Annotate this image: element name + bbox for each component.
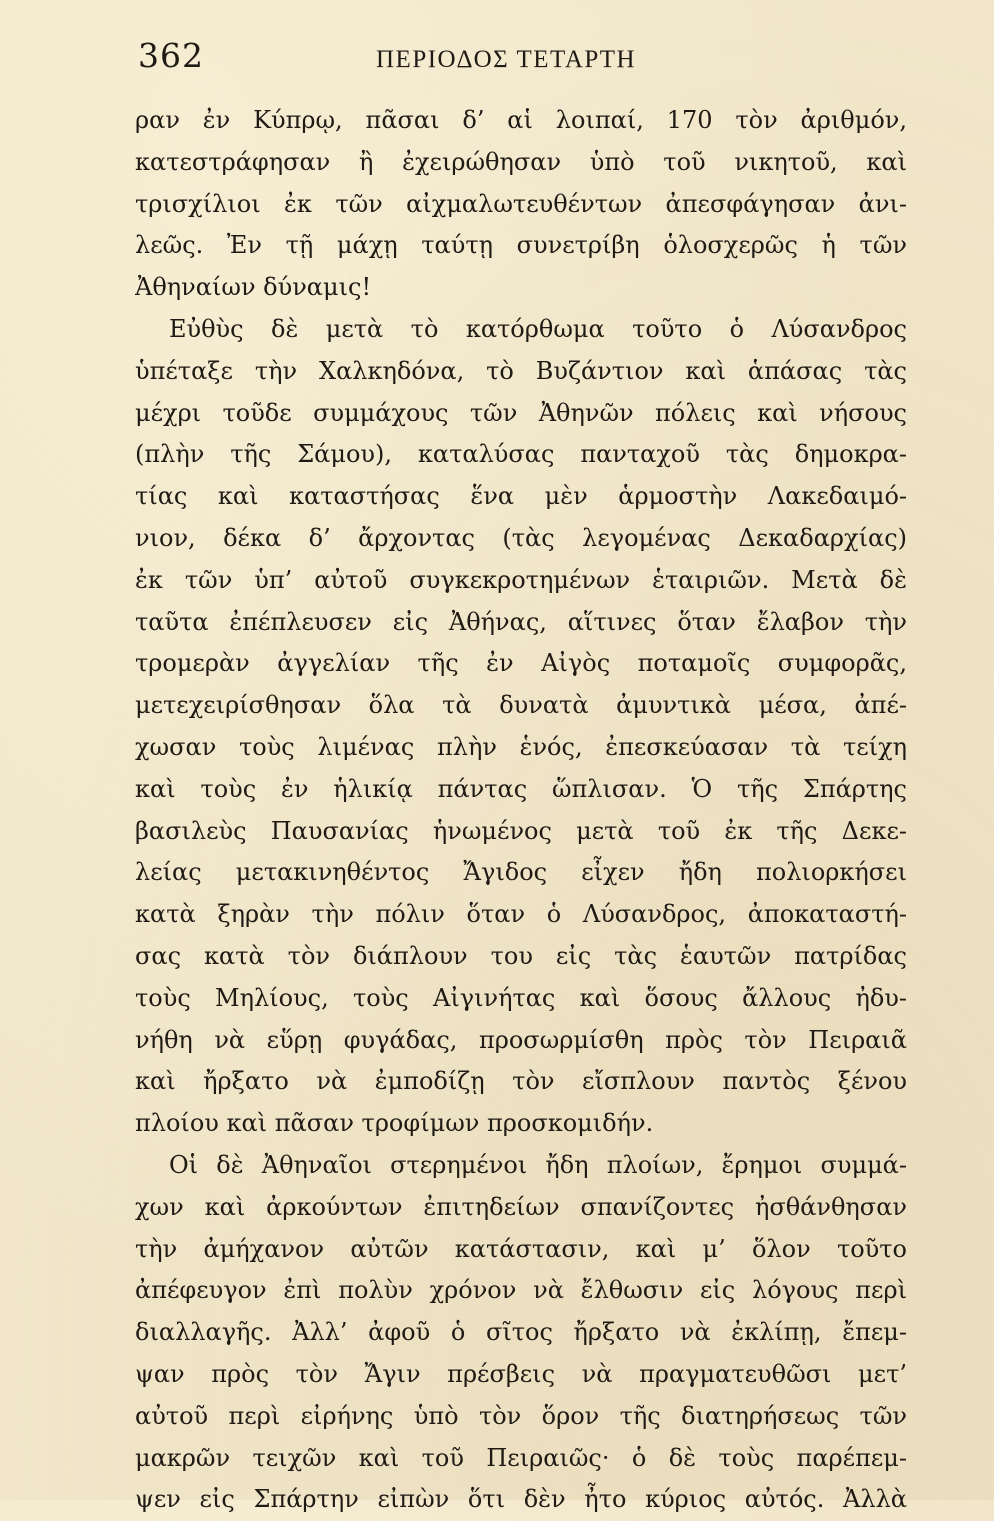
text-line: καὶ ἤρξατο νὰ ἐμποδίζῃ τὸν εἴσπλουν παντὸς ξένου	[135, 1067, 907, 1096]
text-line: κατὰ ξηρὰν τὴν πόλιν ὅταν ὁ Λύσανδρος, ἀποκαταστή-	[135, 900, 907, 929]
text-line: τρομερὰν ἀγγελίαν τῆς ἐν Αἰγὸς ποταμοῖς συμφορᾶς,	[135, 649, 907, 678]
running-title: ΠΕΡΙΟΔΟΣ ΤΕΤΑΡΤΗ	[376, 46, 637, 73]
text-line: τρισχίλιοι ἐκ τῶν αἰχμαλωτευθέντων ἀπεσφάγησαν ἀνι-	[135, 189, 907, 218]
body-text	[135, 100, 907, 1521]
text-line: λεῶς. Ἐν τῇ μάχῃ ταύτῃ συνετρίβη ὁλοσχερῶς ἡ τῶν	[135, 231, 907, 260]
paragraph-start-line: Οἱ δὲ Ἀθηναῖοι στερημένοι ἤδη πλοίων, ἔρημοι συμμά-	[169, 1150, 907, 1179]
text-line: ψεν εἰς Σπάρτην εἰπὼν ὅτι δὲν ἦτο κύριος αὐτός. Ἀλλὰ	[135, 1485, 907, 1514]
text-line: βασιλεὺς Παυσανίας ἡνωμένος μετὰ τοῦ ἐκ τῆς Δεκε-	[135, 816, 907, 845]
text-line: νιον, δέκα δ’ ἄρχοντας (τὰς λεγομένας Δεκαδαρχίας)	[135, 523, 907, 552]
paragraph-start-line: Εὐθὺς δὲ μετὰ τὸ κατόρθωμα τοῦτο ὁ Λύσανδρος	[169, 314, 907, 343]
text-line: ψαν πρὸς τὸν Ἄγιν πρέσβεις νὰ πραγματευθῶσι μετ’	[135, 1359, 907, 1388]
text-line: τοὺς Μηλίους, τοὺς Αἰγινήτας καὶ ὅσους ἄλλους ἠδυ-	[135, 983, 907, 1012]
text-line: κατεστράφησαν ἢ ἐχειρώθησαν ὑπὸ τοῦ νικητοῦ, καὶ	[135, 147, 907, 176]
text-line: σας κατὰ τὸν διάπλουν του εἰς τὰς ἑαυτῶν πατρίδας	[135, 941, 907, 970]
text-line: ἀπέφευγον ἐπὶ πολὺν χρόνον νὰ ἔλθωσιν εἰς λόγους περὶ	[135, 1276, 907, 1305]
text-line: ταῦτα ἐπέπλευσεν εἰς Ἀθήνας, αἵτινες ὅταν ἔλαβον τὴν	[135, 607, 907, 636]
text-line: διαλλαγῆς. Ἀλλ’ ἀφοῦ ὁ σῖτος ἤρξατο νὰ ἐκλίπῃ, ἔπεμ-	[135, 1318, 907, 1347]
page-number: 362	[138, 36, 204, 75]
text-line: αὐτοῦ περὶ εἰρήνης ὑπὸ τὸν ὅρον τῆς διατηρήσεως τῶν	[135, 1401, 907, 1430]
text-line: τίας καὶ καταστήσας ἕνα μὲν ἁρμοστὴν Λακεδαιμό-	[135, 482, 907, 511]
running-head	[138, 36, 898, 86]
text-line: χων καὶ ἀρκούντων ἐπιτηδείων σπανίζοντες ἠσθάνθησαν	[135, 1192, 907, 1221]
text-line: ραν ἐν Κύπρῳ, πᾶσαι δ’ αἱ λοιπαί, 170 τὸν ἀριθμόν,	[135, 106, 907, 134]
text-line: ὑπέταξε τὴν Χαλκηδόνα, τὸ Βυζάντιον καὶ ἁπάσας τὰς	[135, 356, 907, 385]
text-line: τὴν ἀμήχανον αὐτῶν κατάστασιν, καὶ μ’ ὅλον τοῦτο	[135, 1234, 907, 1263]
text-line: μετεχειρίσθησαν ὅλα τὰ δυνατὰ ἀμυντικὰ μέσα, ἀπέ-	[135, 691, 907, 720]
text-line: Ἀθηναίων δύναμις!	[135, 273, 372, 302]
text-line: νήθη νὰ εὕρῃ φυγάδας, προσωρμίσθη πρὸς τὸν Πειραιᾶ	[135, 1025, 907, 1054]
text-line: μακρῶν τειχῶν καὶ τοῦ Πειραιῶς· ὁ δὲ τοὺς παρέπεμ-	[135, 1443, 907, 1472]
text-line: χωσαν τοὺς λιμένας πλὴν ἑνός, ἐπεσκεύασαν τὰ τείχη	[135, 732, 907, 761]
text-line: λείας μετακινηθέντος Ἄγιδος εἶχεν ἤδη πολιορκήσει	[135, 858, 907, 887]
text-line: (πλὴν τῆς Σάμου), καταλύσας πανταχοῦ τὰς δημοκρα-	[135, 440, 907, 469]
text-line: καὶ τοὺς ἐν ἡλικίᾳ πάντας ὥπλισαν. Ὁ τῆς Σπάρτης	[135, 774, 907, 803]
text-line: μέχρι τοῦδε συμμάχους τῶν Ἀθηνῶν πόλεις καὶ νήσους	[135, 398, 907, 427]
text-line: ἐκ τῶν ὑπ’ αὐτοῦ συγκεκροτημένων ἑταιριῶν. Μετὰ δὲ	[135, 565, 907, 594]
text-line: πλοίου καὶ πᾶσαν τροφίμων προσκομιδήν.	[135, 1109, 654, 1138]
